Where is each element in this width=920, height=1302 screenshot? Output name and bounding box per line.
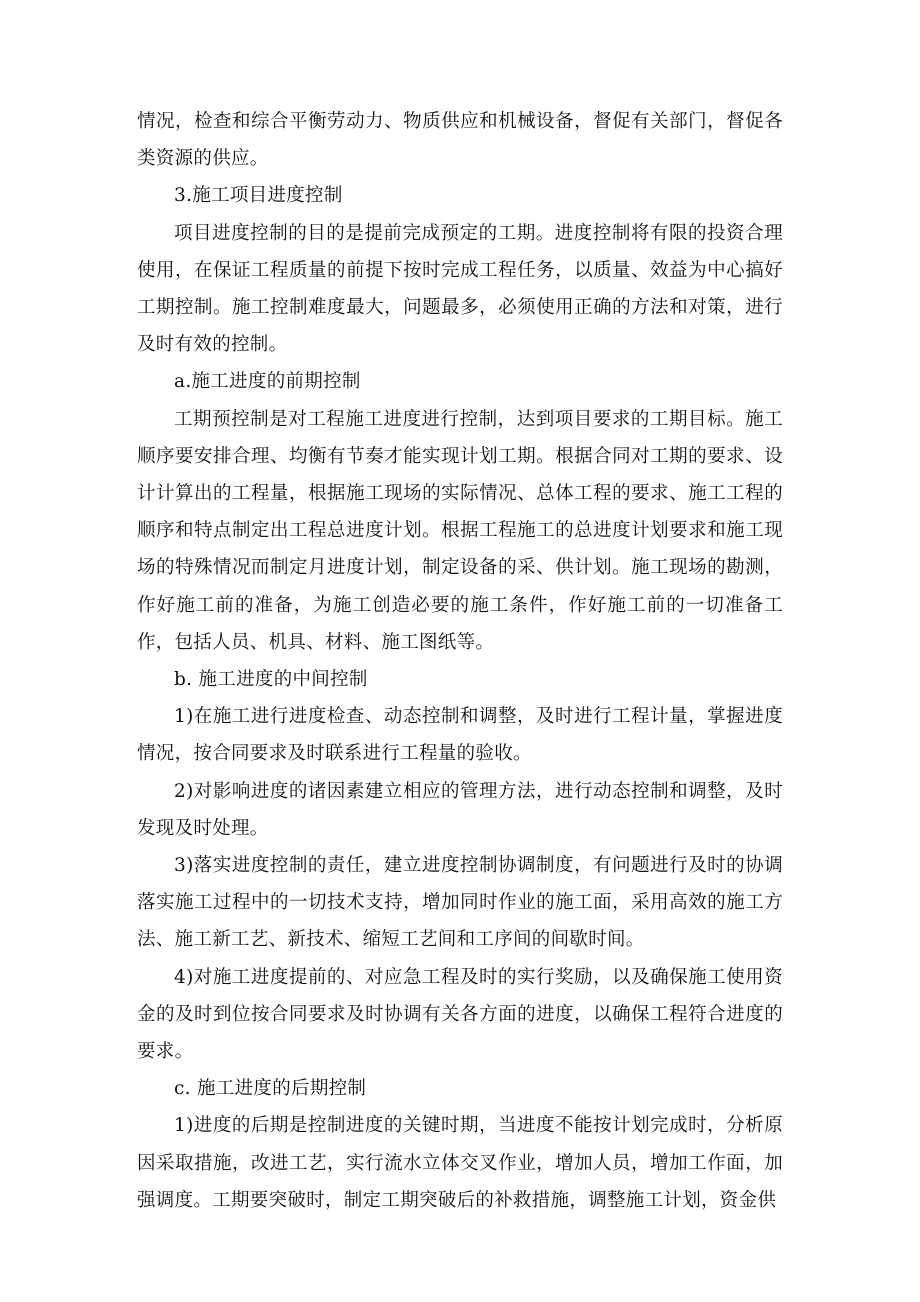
list-item-late-1: 1)进度的后期是控制进度的关键时期，当进度不能按计划完成时，分析原因采取措施，改进工艺，实行流水立体交叉作业，增加人员，增加工作面，加强调度。工期要突破时，制定工期突破后的补救措施，调整施工计划，资金供	[137, 1115, 783, 1211]
subheading-late-control: c. 施工进度的后期控制	[174, 1078, 367, 1100]
list-item-middle-4: 4)对施工进度提前的、对应急工程及时的实行奖励，以及确保施工使用资金的及时到位按合同要求及时协调有关各方面的进度，以确保工程符合进度的要求。	[137, 966, 783, 1063]
paragraph-schedule-purpose: 项目进度控制的目的是提前完成预定的工期。进度控制将有限的投资合理使用，在保证工程质量的前提下按时完成工程任务，以质量、效益为中心搞好工期控制。施工控制难度最大，问题最多，必须使用正确的方法和对策，进行及时有效的控制。	[137, 222, 783, 356]
paragraph-early-control: 工期预控制是对工程施工进度进行控制，达到项目要求的工期目标。施工顺序要安排合理、均衡有节奏才能实现计划工期。根据合同对工期的要求、设计计算出的工程量，根据施工现场的实际情况、总体工程的要求、施工工程的顺序和特点制定出工程总进度计划。根据工程施工的总进度计划要求和施工现场的特殊情况而制定月进度计划，制定设备的采、供计划。施工现场的勘测，作好施工前的准备，为施工创造必要的施工条件，作好施工前的一切准备工作，包括人员、机具、材料、施工图纸等。	[137, 408, 783, 653]
list-item-middle-3: 3)落实进度控制的责任，建立进度控制协调制度，有问题进行及时的协调落实施工过程中的一切技术支持，增加同时作业的施工面，采用高效的施工方法、施工新工艺、新技术、缩短工艺间和工序间的间歇时间。	[137, 855, 783, 951]
section-heading-schedule-control: 3.施工项目进度控制	[174, 185, 343, 207]
subheading-early-control: a.施工进度的前期控制	[174, 371, 361, 393]
document-page	[137, 103, 783, 1219]
list-item-middle-1: 1)在施工进行进度检查、动态控制和调整，及时进行工程计量，掌握进度情况，按合同要求及时联系进行工程量的验收。	[137, 706, 783, 765]
paragraph-continuation: 情况，检查和综合平衡劳动力、物质供应和机械设备，督促有关部门，督促各类资源的供应。	[137, 111, 783, 170]
subheading-middle-control: b. 施工进度的中间控制	[174, 669, 368, 691]
list-item-middle-2: 2)对影响进度的诸因素建立相应的管理方法，进行动态控制和调整，及时发现及时处理。	[137, 780, 783, 839]
